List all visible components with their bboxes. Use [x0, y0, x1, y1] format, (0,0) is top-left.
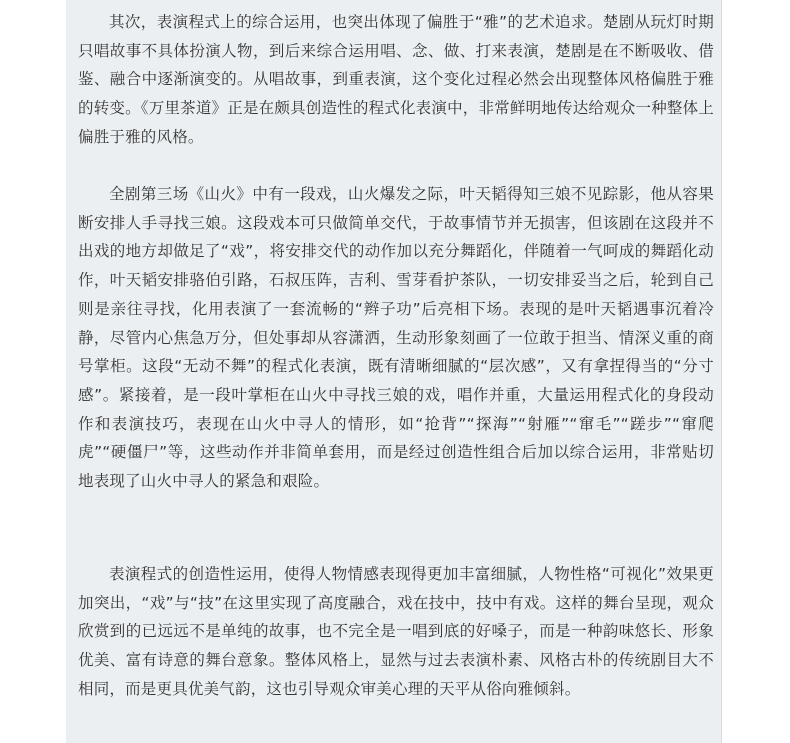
paragraph-mountain-fire-scene: 全剧第三场《山火》中有一段戏，山火爆发之际，叶天韬得知三娘不见踪影，他从容果断安排人手寻找三娘。这段戏本可只做简单交代，于故事情节并无损害，但该剧在这段并不出戏的地方却做足了“戏”，将安排交代的动作加以充分舞蹈化，伴随着一气呵成的舞蹈化动作，叶天韬安排骆伯引路，石叔压阵，吉利、雪芽看护茶队，一切安排妥当之后，轮到自己则是亲往寻找，化用表演了一套流畅的“辫子功”后亮相下场。表现的是叶天韬遇事沉着冷静，尽管内心焦急万分，但处事却从容潇洒，生动形象刻画了一位敢于担当、情深义重的商号掌柜。这段“无动不舞”的程式化表演，既有清晰细腻的“层次感”，又有拿捏得当的“分寸感”。紧接着，是一段叶掌柜在山火中寻找三娘的戏，唱作并重，大量运用程式化的身段动作和表演技巧，表现在山火中寻人的情形，如“抢背”“探海”“射雁”“窜毛”“蹉步”“窜爬虎”“硬僵尸”等，这些动作并非简单套用，而是经过创造性组合后加以综合运用，非常贴切地表现了山火中寻人的紧急和艰险。 [78, 185, 714, 491]
article-body [66, 0, 722, 743]
paragraph-program-usage: 其次，表演程式上的综合运用，也突出体现了偏胜于“雅”的艺术追求。楚剧从玩灯时期只唱故事不具体扮演人物，到后来综合运用唱、念、做、打来表演，楚剧是在不断吸收、借鉴、融合中逐渐演变的。从唱故事，到重表演，这个变化过程必然会出现整体风格偏胜于雅的转变。《万里茶道》正是在颇具创造性的程式化表演中，非常鲜明地传达给观众一种整体上偏胜于雅的风格。 [78, 13, 714, 146]
paragraph-creative-program: 表演程式的创造性运用，使得人物情感表现得更加丰富细腻，人物性格“可视化”效果更加突出，“戏”与“技”在这里实现了高度融合，戏在技中，技中有戏。这样的舞台呈现，观众欣赏到的已远远不是单纯的故事，也不完全是一唱到底的好嗓子，而是一种韵味悠长、形象优美、富有诗意的舞台意象。整体风格上，显然与过去表演朴素、风格古朴的传统剧目大不相同，而是更具优美气韵，这也引导观众审美心理的天平从俗向雅倾斜。 [78, 565, 714, 698]
